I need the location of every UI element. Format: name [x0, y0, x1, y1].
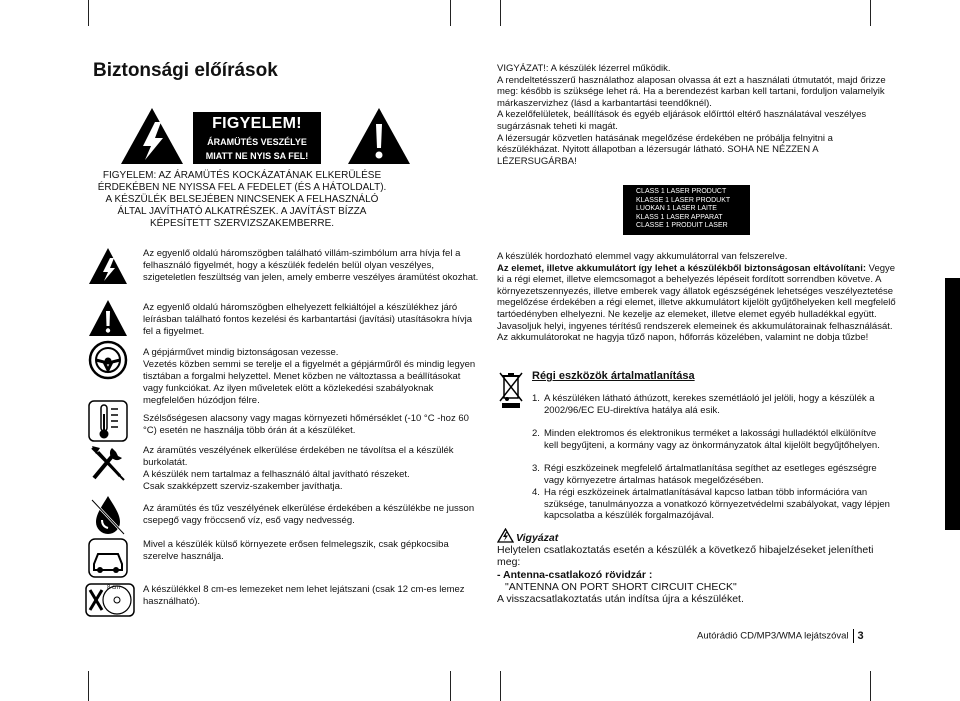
exclamation-explanation: Az egyenlő oldalú háromszögben elhelyezett felkiáltójel a készülékhez járó leírásban található fontos kezelési és karbantartási (javítási) utasításokra hívja fel a figyelmet. — [143, 302, 472, 337]
page-number: 3 — [857, 629, 864, 642]
disposal-item-1: 1. A készüléken látható áthúzott, kerekes szemétláoló jel jelöli, hogy a készülék a 2002/96/EC EU-direktíva hatálya alá esik. — [532, 393, 875, 416]
laser-caution: VIGYÁZAT!: A készülék lézerrel működik. A rendeltetésszerű használathoz alaposan olvassa át ezt a használati útmutatót, majd őrizze meg: később is szüksége lehet rá. Ha a berendezést karban kell tartani, forduljon valamelyik márkaszervizhez (lásd a karbantartási teendőknél). A kezelőfelületek, beállítások és egyéb eljárások előírttól eltérő használatával veszélyes sugárzásnak teheti ki magát. A lézersugár közvetlen hatásának megelőzése érdekében ne próbálja felnyitni a készülékházat. Nyitott állapotban a lézersugár látható. SOHA NE NÉZZEN A LÉZERSUGÁRBA! — [497, 63, 886, 167]
car-interior-icon — [88, 538, 128, 578]
antenna-short-label: - Antenna-csatlakozó rövidzár : — [497, 569, 653, 581]
disposal-item-4: 4. Ha régi eszközeinek ártalmatlanításával kapcso latban több információra van szüksége, tanulmányozza a vonatkozó környezetvédelmi szabályokat, vagy lépjen kapcsolatba a készülék forgalmazójával. — [532, 487, 890, 522]
small-exclamation-triangle-icon — [88, 299, 128, 337]
caution-triangle-icon — [497, 528, 514, 543]
disposal-heading: Régi eszközök ártalmatlanítása — [532, 370, 695, 382]
crop-marks-top — [0, 0, 960, 26]
cover-warning-text: Az áramütés veszélyének elkerülése érdekében ne távolítsa el a készülék burkolatát. — [143, 445, 454, 468]
disposal-item-3: 3. Régi eszközeinek megfelelő ártalmatlanítása segíthet az esetleges egészségre vagy környezetre ártalmas hatások megelőzésében. — [532, 463, 877, 486]
battery-section: A készülék hordozható elemmel vagy akkumulátorral van felszerelve. Az elemet, illetve akkumulátort így lehet a készülékből biztonságosan eltávolítani: Vegye ki a régi elemet, illetve elemcsomagot a behelyezés lépéseit fordított sorrendben követve. A környezetszennyezés, illetve emberek vagy állatok egészségének lehetséges veszélyeztetése megelőzése érdekében a régi elemet, illetve akkumulátort kijelölt gyűjtőhelyeken kell megfelelő tartóedényben elhelyezni. Ne kezelje az elemeket, illetve elemet egyéb hulladékkal együtt. Javasoljuk helyi, ingyenes térítésű rendszerek elemeinek és akkumulátorainak felhasználását. Az akkumulátorokat ne hagyja tűző napon, hőforrás közelében, valamint ne dobja tűzbe! — [497, 251, 896, 344]
no-tools-icon — [88, 442, 128, 484]
no-water-icon — [88, 494, 128, 536]
small-lightning-triangle-icon — [88, 247, 128, 285]
temperature-warning-text: Szélsőségesen alacsony vagy magas környezeti hőmérséklet (-10 °C -hoz 60 °C) esetén ne használja több órán át a készüléket. — [143, 413, 469, 436]
disc-size-text: A készülékkel 8 cm-es lemezeket nem lehet lejátszani (csak 12 cm-es lemez használható). — [143, 584, 465, 607]
lightning-explanation: Az egyenlő oldalú háromszögben található villám-szimbólum arra hívja fel a felhasználó figyelmét, hogy a készülék fedelén belül olyan veszélyes, szigeteletlen feszültség van jelen, amely emberre veszélyes áramütést okozhat. — [143, 248, 479, 283]
thermometer-icon — [88, 400, 128, 442]
page-edge-bar — [945, 278, 960, 530]
reconnect-text: A visszacsatlakoztatás után indítsa újra a készüléket. — [497, 593, 744, 605]
caution-heading: Vigyázat — [516, 532, 559, 544]
warning-text: FIGYELEM: AZ ÁRAMÜTÉS KOCKÁZATÁNAK ELKERÜLÉSE ÉRDEKÉBEN NE NYISSA FEL A FEDELET (ÉS A HÁTOLDALT). A KÉSZÜLÉK BELSEJÉBEN NINCSENEK A FELHASZNÁLÓ ÁLTAL JAVÍTHATÓ ALKATRÉSZEK. A JAVÍTÁST BÍZZA KÉPESÍTETT SZERVIZSZAKEMBERRE. — [97, 170, 387, 229]
disposal-item-2: 2. Minden elektromos és elektronikus terméket a lakossági hulladéktól elkülönítve kell begyűjteni, a kormány vagy az önkormányzatok által kijelölt begyűjtőhelyen. — [532, 428, 880, 451]
caution-text: Helytelen csatlakoztatás esetén a készülék a következő hibajelzéseket jelenítheti meg: — [497, 544, 874, 568]
warning-heading: FIGYELEM! — [212, 115, 302, 132]
driving-attention-text: Vezetés közben semmi se terelje el a figyelmét a gépjárműről és mindig legyen tisztában a forgalmi helyzettel. Menet közben ne változtassa a beállításokat vagy funkciókat. Az ilyen műveletek elött a közlekedési szabályoknak megfelelően húzódjon félre. — [143, 359, 476, 406]
steering-wheel-icon — [88, 340, 128, 380]
antenna-short-message: "ANTENNA ON PORT SHORT CIRCUIT CHECK" — [505, 581, 737, 593]
drive-safely-text: A gépjárművet mindig biztonságosan vezesse. — [143, 347, 339, 358]
page-footer: Autórádió CD/MP3/WMA lejátszóval 3 — [697, 629, 864, 642]
water-warning-text: Az áramütés és tűz veszélyének elkerülése érdekében a készülékbe ne jusson csepegő vagy fröccsenő víz, eső vagy nedvesség. — [143, 503, 475, 526]
lightning-warning-icon — [119, 106, 185, 166]
exclamation-warning-icon — [346, 106, 412, 166]
crossed-bin-icon — [497, 370, 525, 410]
no-user-parts-text: A készülék nem tartalmaz a felhasználó által javítható részeket. — [143, 469, 410, 480]
qualified-service-text: Csak szakképzett szerviz-szakember javíthatja. — [143, 481, 343, 492]
crop-marks-bottom — [0, 671, 960, 701]
laser-product-label: CLASS 1 LASER PRODUCT KLASSE 1 LASER PRODUKT LUOKAN 1 LASER LAITE KLASS 1 LASER APPARAT CLASSE 1 PRODUIT LASER — [623, 185, 750, 235]
disc-size-label: 8 cm — [107, 585, 121, 591]
page-title: Biztonsági előírások — [93, 60, 278, 81]
warning-line-2: MIATT NE NYIS SA FEL! — [205, 151, 309, 161]
warning-line-1: ÁRAMÜTÉS VESZÉLYE — [207, 137, 307, 147]
car-only-text: Mivel a készülék külső környezete erősen felmelegszik, csak gépkocsiba szerelve használja. — [143, 539, 449, 562]
warning-box — [193, 112, 321, 164]
